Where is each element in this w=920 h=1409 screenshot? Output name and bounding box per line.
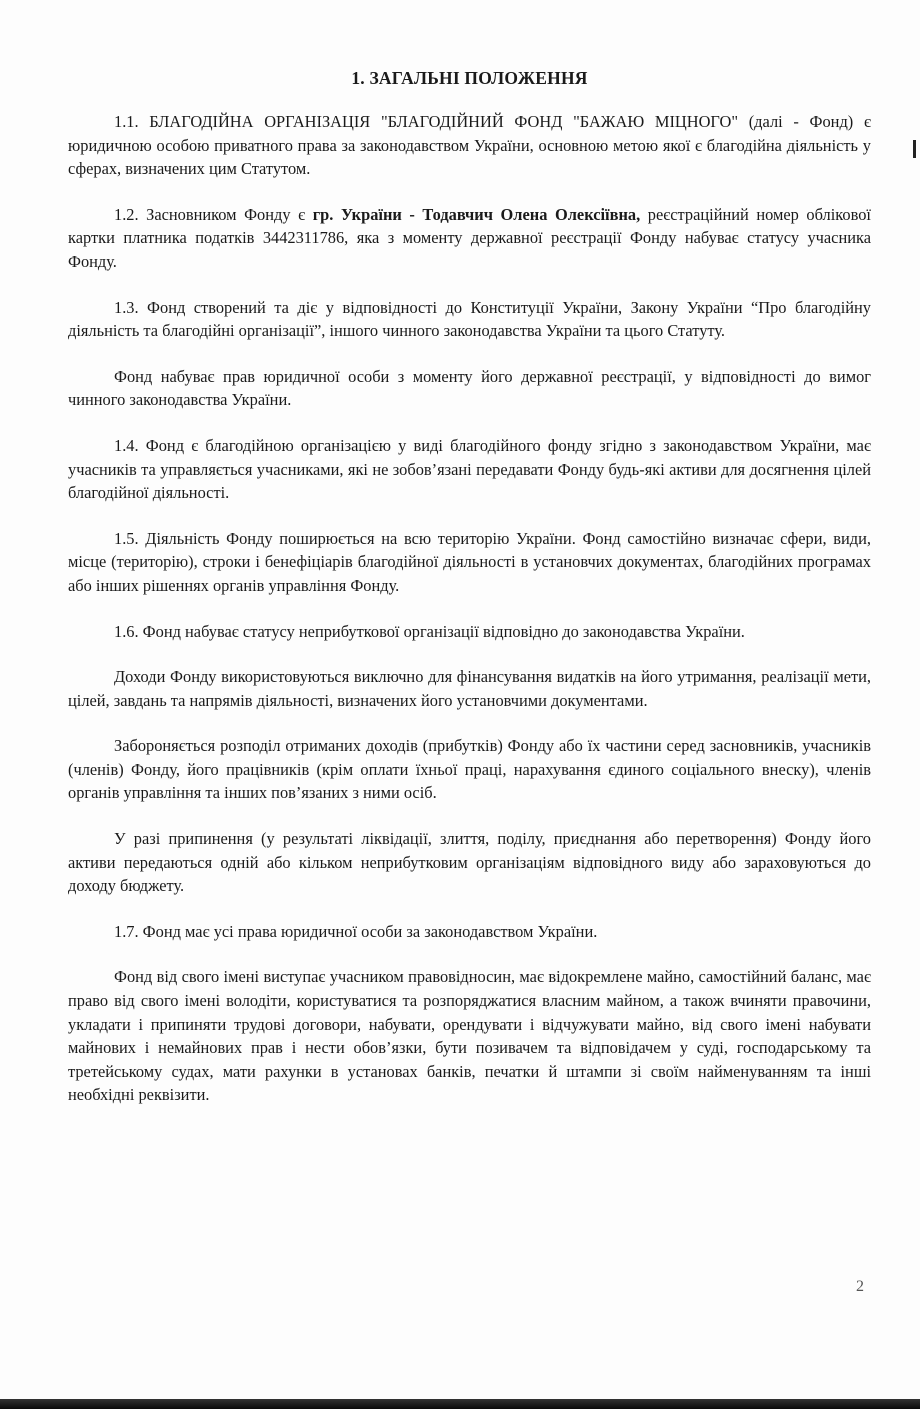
founder-name: гр. України - Тодавчич Олена Олексіївна, [312,204,641,224]
scan-bottom-edge [0,1399,920,1409]
paragraph-1-5: 1.5. Діяльність Фонду поширюється на всю територію України. Фонд самостійно визначає сфери, види, місце (територію), строки і бенефіціарів благодійної діяльності в установчих документах, благодійних програмах або інших рішеннях органів управління Фонду. [68,528,871,595]
paragraph-1-2 [68,203,871,274]
paragraph-1-1: 1.1. БЛАГОДІЙНА ОРГАНІЗАЦІЯ "БЛАГОДІЙНИЙ ФОНД "БАЖАЮ МІЦНОГО" (далі - Фонд) є юридичною особою приватного права за законодавством України, основною метою якої є благодійна діяльність у сферах, визначених цим Статутом. [68,112,871,179]
paragraph-rights: Фонд від свого імені виступає учасником правовідносин, має відокремлене майно, самостійний баланс, має право від свого імені володіти, користуватися та розпоряджатися власним майном, а також вчиняти правочини, укладати і припиняти трудові договори, набувати, орендувати і відчужувати майно, від свого імені набувати майнових і немайнових прав і нести обов’язки, бути позивачем та відповідачем у суді, господарському та третейському судах, мати рахунки в установах банків, печатки й штампи зі своїм найменуванням та інші необхідні реквізити. [68,967,871,1105]
paragraph-1-7: 1.7. Фонд має усі права юридичної особи за законодавством України. [114,921,598,941]
paragraph-termination: У разі припинення (у результаті ліквідації, злиття, поділу, приєднання або перетворення) Фонду його активи передаються одній або кільком неприбутковим організаціям відповідного виду або зараховуються до доходу бюджету. [68,829,871,896]
paragraph-income: Доходи Фонду використовуються виключно для фінансування видатків на його утримання, реалізації мети, цілей, завдань та напрямів діяльності, визначених його установчими документами. [68,667,871,710]
document-body [68,68,871,1129]
paragraph-1-3: 1.3. Фонд створений та діє у відповідності до Конституції України, Закону України “Про благодійну діяльність та благодійні організації”, іншого чинного законодавства України та цього Статуту. [68,297,871,341]
paragraph-1-4: 1.4. Фонд є благодійною організацією у виді благодійного фонду згідно з законодавством України, має учасників та управляється учасниками, які не зобов’язані передавати Фонду будь-які активи для досягнення цілей благодійної діяльності. [68,435,871,503]
paragraph-1-6: 1.6. Фонд набуває статусу неприбуткової організації відповідно до законодавства України. [114,621,745,641]
paragraph-1-2-lead: 1.2. Засновником Фонду є [114,204,313,224]
paragraph-legal-entity: Фонд набуває прав юридичної особи з моменту його державної реєстрації, у відповідності до вимог чинного законодавства України. [68,366,871,410]
paragraph-distribution-ban: Забороняється розподіл отриманих доходів (прибутків) Фонду або їх частини серед засновників, учасників (членів) Фонду, його працівників (крім оплати їхньої праці, нарахування єдиного соціального внеску), членів органів управління та інших пов’язаних з ними осіб. [68,736,871,803]
section-heading: 1. ЗАГАЛЬНІ ПОЛОЖЕННЯ [351,68,588,88]
scan-edge-mark [913,140,916,158]
page-number: 2 [856,1278,864,1295]
paragraph-1-2-rest: реєстраційний номер облікової картки платника податків 3442311786, яка з моменту державної реєстрації Фонду набуває статусу учасника Фонду. [68,204,871,271]
